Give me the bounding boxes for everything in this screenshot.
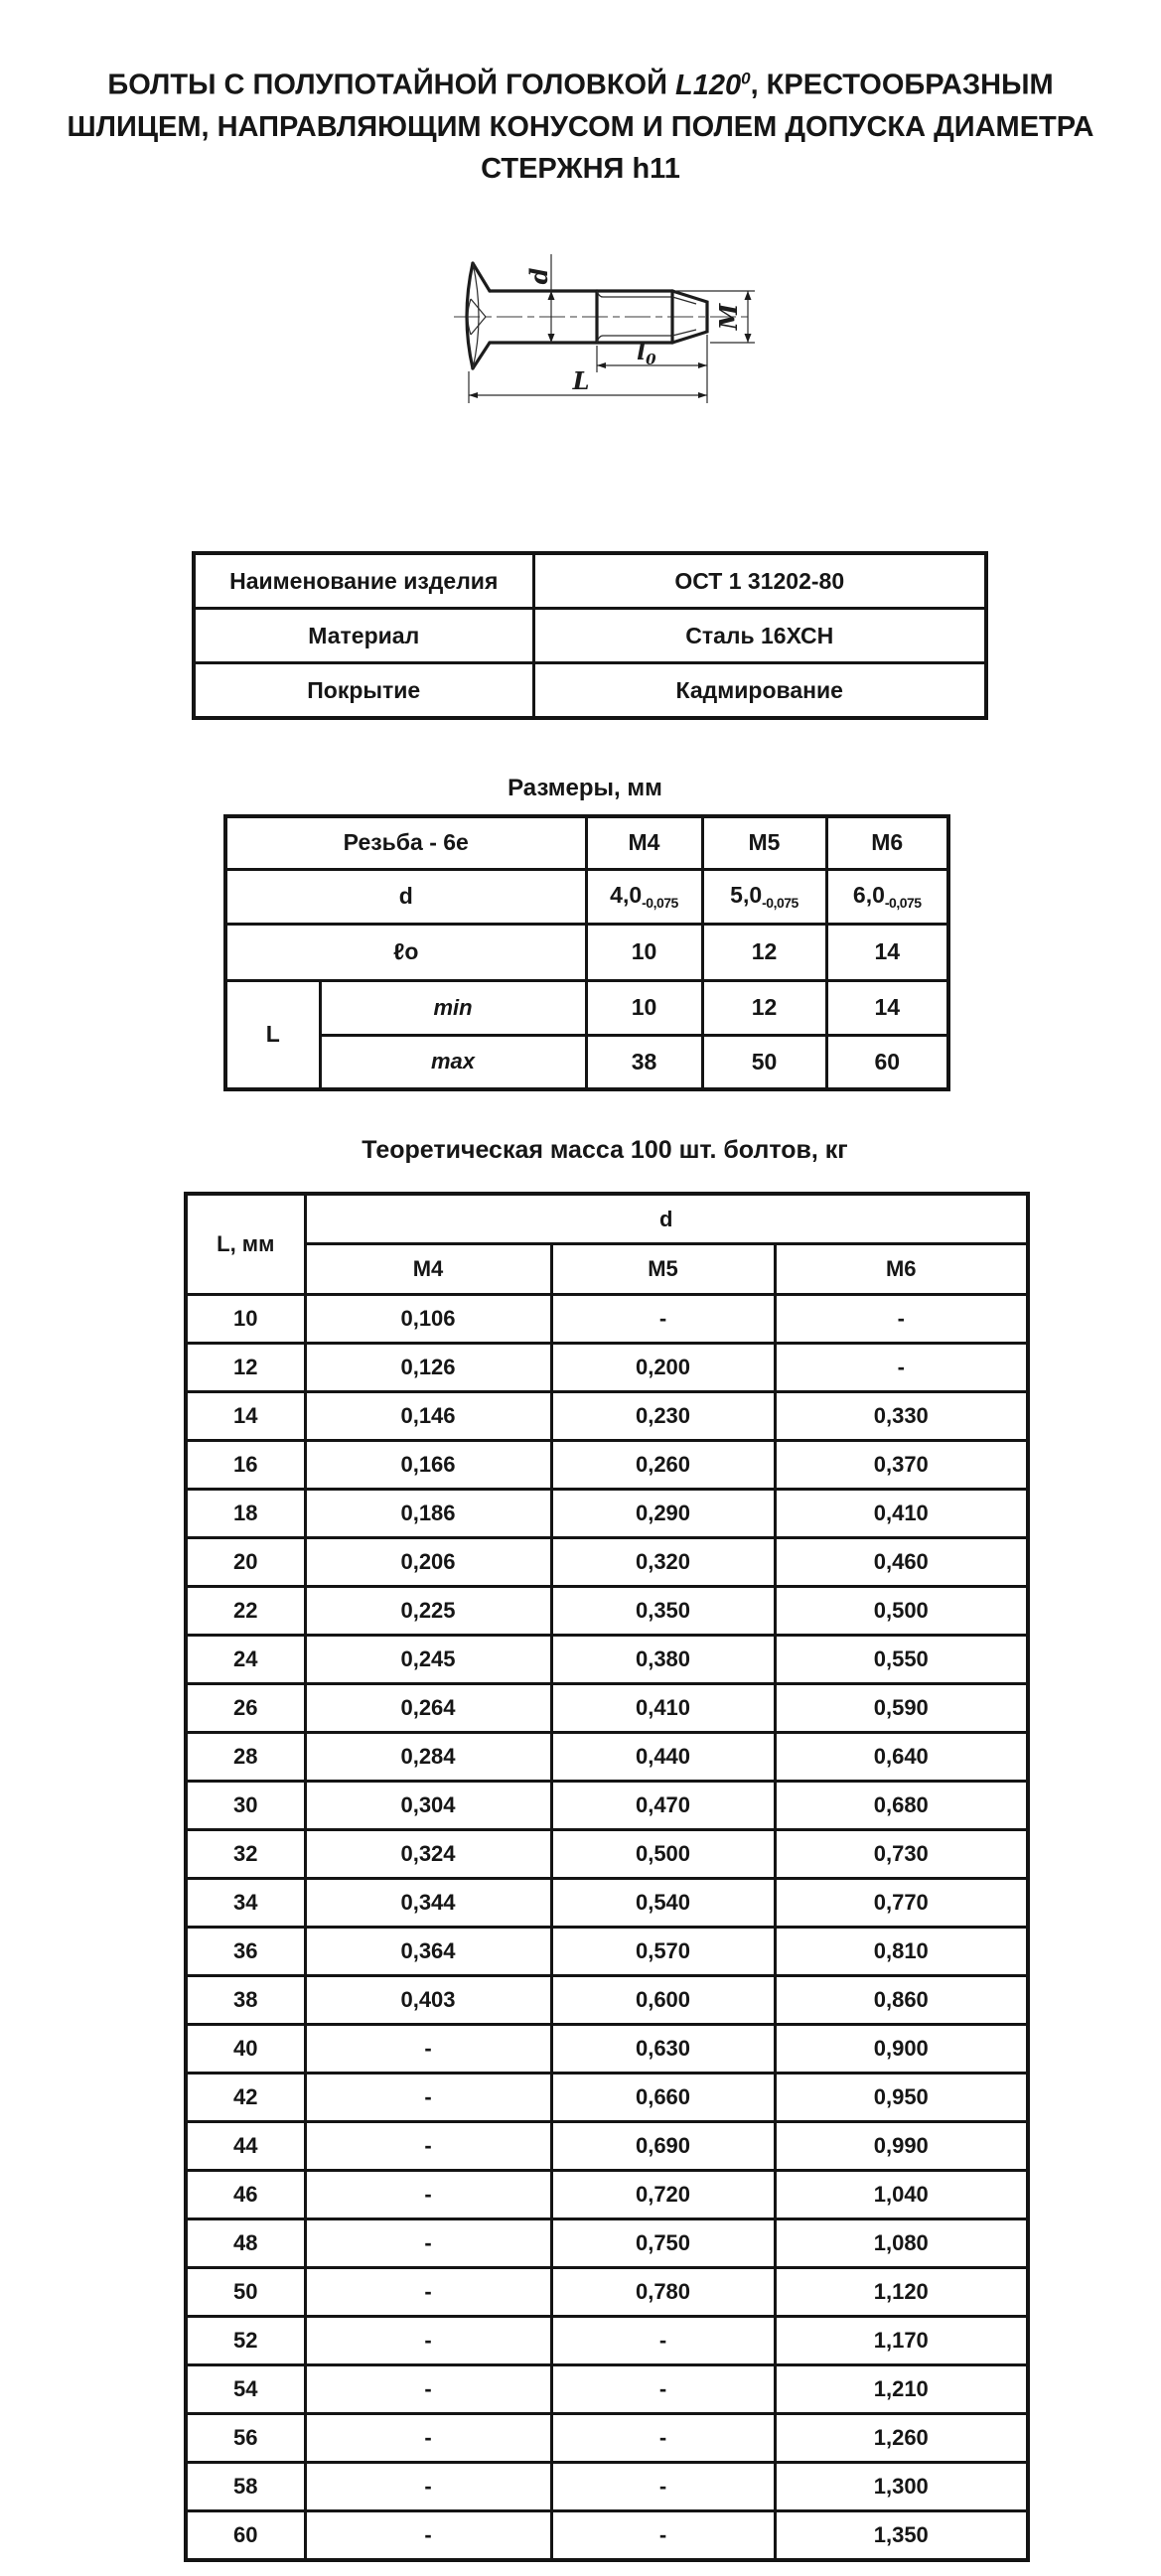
mass-table-row: [186, 2317, 1028, 2365]
diameter-group-header: d: [305, 1194, 1028, 1244]
mass-value: 0,750: [551, 2219, 775, 2268]
mass-row-length: 28: [186, 1733, 305, 1782]
mass-value: 0,770: [775, 1879, 1028, 1928]
mass-table-row: [186, 1879, 1028, 1928]
mass-value: 0,206: [305, 1538, 551, 1587]
mass-value: -: [775, 1344, 1028, 1392]
mass-table: [184, 1192, 1030, 2562]
info-value: Сталь 16ХСН: [533, 609, 986, 663]
mass-row-length: 34: [186, 1879, 305, 1928]
info-value: ОСТ 1 31202-80: [533, 553, 986, 609]
mass-value: 0,600: [551, 1976, 775, 2025]
m-arrow-down: [745, 334, 752, 343]
mass-value: 0,590: [775, 1684, 1028, 1733]
mass-value: 0,260: [551, 1441, 775, 1490]
mass-value: 0,304: [305, 1782, 551, 1830]
l0-row-label: ℓo: [225, 924, 586, 980]
info-row-material: [194, 609, 986, 663]
dim-row-L-max: [225, 1035, 948, 1089]
mass-table-row: [186, 1441, 1028, 1490]
page-title: [55, 58, 1106, 190]
mass-value: 0,290: [551, 1490, 775, 1538]
mass-value: 0,640: [775, 1733, 1028, 1782]
thread-label: Резьба - 6е: [225, 816, 586, 869]
max-label: max: [320, 1035, 586, 1089]
mass-value: 0,330: [775, 1392, 1028, 1441]
mass-value: 0,540: [551, 1879, 775, 1928]
mass-value: 0,690: [551, 2122, 775, 2171]
mass-value: 0,186: [305, 1490, 551, 1538]
mass-value: 0,264: [305, 1684, 551, 1733]
mass-table-row: [186, 2025, 1028, 2074]
mass-value: 0,200: [551, 1344, 775, 1392]
d-label: d: [524, 267, 553, 285]
min-value: 10: [586, 980, 702, 1035]
mass-table-row: [186, 1733, 1028, 1782]
thread-column-header: М5: [551, 1244, 775, 1295]
info-row-coating: [194, 663, 986, 719]
mass-value: -: [305, 2463, 551, 2511]
mass-value: 0,500: [775, 1587, 1028, 1636]
mass-row-length: 48: [186, 2219, 305, 2268]
mass-value: 1,350: [775, 2511, 1028, 2560]
info-label: Наименование изделия: [194, 553, 533, 609]
title-line-2: ШЛИЦЕМ, НАПРАВЛЯЮЩИМ КОНУСОМ И ПОЛЕМ ДОПУСКА ДИАМЕТРА: [67, 110, 1094, 143]
m-label: M: [714, 303, 743, 331]
mass-value: 1,120: [775, 2268, 1028, 2317]
mass-value: 0,320: [551, 1538, 775, 1587]
mass-value: -: [305, 2414, 551, 2463]
thread-size-col: М5: [702, 816, 826, 869]
m-arrow-up: [745, 291, 752, 300]
mass-value: -: [305, 2365, 551, 2414]
dim-row-l0: [225, 924, 948, 980]
mass-value: -: [551, 2317, 775, 2365]
mass-value: 0,460: [775, 1538, 1028, 1587]
mass-value: -: [305, 2025, 551, 2074]
mass-table-row: [186, 1636, 1028, 1684]
mass-value: 0,225: [305, 1587, 551, 1636]
mass-value: 0,245: [305, 1636, 551, 1684]
mass-table-row: [186, 1344, 1028, 1392]
mass-row-length: 16: [186, 1441, 305, 1490]
mass-row-length: 38: [186, 1976, 305, 2025]
l0-arrow-right: [698, 362, 707, 368]
dim-row-d: [225, 869, 948, 924]
mass-value: 1,300: [775, 2463, 1028, 2511]
mass-table-row: [186, 2122, 1028, 2171]
mass-row-length: 20: [186, 1538, 305, 1587]
mass-value: 0,660: [551, 2074, 775, 2122]
title-line-3: СТЕРЖНЯ h11: [481, 152, 680, 185]
mass-value: -: [775, 1295, 1028, 1344]
L-arrow-right: [698, 392, 707, 398]
max-value: 50: [702, 1035, 826, 1089]
info-label: Покрытие: [194, 663, 533, 719]
mass-header-row-2: [186, 1244, 1028, 1295]
mass-value: 0,900: [775, 2025, 1028, 2074]
mass-table-row: [186, 1782, 1028, 1830]
mass-value: 0,146: [305, 1392, 551, 1441]
mass-table-row: [186, 2268, 1028, 2317]
mass-table-row: [186, 1830, 1028, 1879]
mass-table-row: [186, 2414, 1028, 2463]
mass-table-row: [186, 1490, 1028, 1538]
mass-value: 0,364: [305, 1928, 551, 1976]
mass-row-length: 40: [186, 2025, 305, 2074]
mass-row-length: 54: [186, 2365, 305, 2414]
bolt-technical-drawing: [452, 246, 770, 413]
mass-value: 0,403: [305, 1976, 551, 2025]
mass-table-row: [186, 1684, 1028, 1733]
dim-row-thread: [225, 816, 948, 869]
thread-column-header: М6: [775, 1244, 1028, 1295]
mass-value: 1,080: [775, 2219, 1028, 2268]
length-label: L: [225, 980, 320, 1089]
mass-value: -: [551, 1295, 775, 1344]
dimensions-caption: Размеры, мм: [508, 775, 662, 801]
mass-row-length: 46: [186, 2171, 305, 2219]
mass-row-length: 30: [186, 1782, 305, 1830]
max-value: 38: [586, 1035, 702, 1089]
d-value: $5,0_{-0,075}$: [702, 869, 826, 924]
mass-value: 0,720: [551, 2171, 775, 2219]
thread-size-col: М4: [586, 816, 702, 869]
mass-table-row: [186, 1538, 1028, 1587]
L-arrow-left: [469, 392, 478, 398]
mass-value: 0,990: [775, 2122, 1028, 2171]
title-angle: $L120^0$: [674, 69, 751, 101]
mass-value: -: [305, 2074, 551, 2122]
mass-value: 0,370: [775, 1441, 1028, 1490]
mass-value: 1,040: [775, 2171, 1028, 2219]
mass-row-length: 12: [186, 1344, 305, 1392]
mass-value: 0,350: [551, 1587, 775, 1636]
mass-value: 0,550: [775, 1636, 1028, 1684]
mass-row-length: 60: [186, 2511, 305, 2560]
dim-row-L-min: [225, 980, 948, 1035]
dimensions-table: [223, 814, 950, 1091]
info-label: Материал: [194, 609, 533, 663]
mass-table-row: [186, 2365, 1028, 2414]
thread-size-col: М6: [826, 816, 948, 869]
mass-row-length: 56: [186, 2414, 305, 2463]
mass-value: 0,470: [551, 1782, 775, 1830]
mass-value: -: [305, 2268, 551, 2317]
mass-row-length: 24: [186, 1636, 305, 1684]
mass-value: -: [305, 2219, 551, 2268]
length-column-header: L, мм: [186, 1194, 305, 1295]
mass-value: 1,210: [775, 2365, 1028, 2414]
mass-value: -: [551, 2463, 775, 2511]
mass-value: 0,630: [551, 2025, 775, 2074]
mass-row-length: 10: [186, 1295, 305, 1344]
mass-table-body: [186, 1295, 1028, 2560]
mass-row-length: 14: [186, 1392, 305, 1441]
mass-row-length: 52: [186, 2317, 305, 2365]
mass-row-length: 50: [186, 2268, 305, 2317]
mass-row-length: 26: [186, 1684, 305, 1733]
mass-value: 0,344: [305, 1879, 551, 1928]
mass-row-length: 58: [186, 2463, 305, 2511]
mass-table-row: [186, 1392, 1028, 1441]
mass-table-row: [186, 2511, 1028, 2560]
mass-value: 0,324: [305, 1830, 551, 1879]
mass-value: 0,780: [551, 2268, 775, 2317]
mass-value: -: [305, 2317, 551, 2365]
mass-value: 0,950: [775, 2074, 1028, 2122]
mass-row-length: 42: [186, 2074, 305, 2122]
mass-table-row: [186, 2074, 1028, 2122]
mass-value: 0,680: [775, 1782, 1028, 1830]
l0-value: 12: [702, 924, 826, 980]
mass-value: 0,380: [551, 1636, 775, 1684]
mass-value: -: [305, 2171, 551, 2219]
l0-arrow-left: [597, 362, 606, 368]
mass-row-length: 36: [186, 1928, 305, 1976]
l0-value: 14: [826, 924, 948, 980]
title-line-1: БОЛТЫ С ПОЛУПОТАЙНОЙ ГОЛОВКОЙ $L120^0$, КРЕСТООБРАЗНЫМ: [107, 69, 1054, 101]
d-value: $6,0_{-0,075}$: [826, 869, 948, 924]
info-row-name: [194, 553, 986, 609]
product-info-table: [192, 551, 988, 720]
mass-table-row: [186, 2463, 1028, 2511]
min-value: 14: [826, 980, 948, 1035]
mass-value: 0,440: [551, 1733, 775, 1782]
mass-table-row: [186, 1928, 1028, 1976]
mass-value: 0,166: [305, 1441, 551, 1490]
mass-value: 0,570: [551, 1928, 775, 1976]
mass-table-caption: Теоретическая масса 100 шт. болтов, кг: [362, 1136, 848, 1164]
mass-value: -: [305, 2511, 551, 2560]
mass-value: 0,860: [775, 1976, 1028, 2025]
l0-extension-lines: [597, 335, 707, 403]
thread-column-header: М4: [305, 1244, 551, 1295]
l0-value: 10: [586, 924, 702, 980]
mass-value: -: [551, 2511, 775, 2560]
mass-row-length: 44: [186, 2122, 305, 2171]
mass-value: 0,106: [305, 1295, 551, 1344]
min-value: 12: [702, 980, 826, 1035]
mass-header-row-1: [186, 1194, 1028, 1244]
mass-table-row: [186, 1295, 1028, 1344]
mass-table-row: [186, 1587, 1028, 1636]
mass-row-length: 22: [186, 1587, 305, 1636]
mass-value: 0,810: [775, 1928, 1028, 1976]
mass-value: 0,126: [305, 1344, 551, 1392]
mass-value: 0,500: [551, 1830, 775, 1879]
L-label: L: [572, 366, 590, 395]
mass-value: -: [551, 2365, 775, 2414]
mass-value: -: [551, 2414, 775, 2463]
mass-value: 0,410: [551, 1684, 775, 1733]
mass-value: -: [305, 2122, 551, 2171]
d-value: $4,0_{-0,075}$: [586, 869, 702, 924]
max-value: 60: [826, 1035, 948, 1089]
d-row-label: d: [225, 869, 586, 924]
mass-row-length: 18: [186, 1490, 305, 1538]
mass-table-row: [186, 1976, 1028, 2025]
mass-table-row: [186, 2171, 1028, 2219]
mass-value: 1,260: [775, 2414, 1028, 2463]
mass-table-row: [186, 2219, 1028, 2268]
l0-label: $l_0$: [637, 337, 656, 368]
mass-value: 0,230: [551, 1392, 775, 1441]
mass-value: 0,410: [775, 1490, 1028, 1538]
mass-value: 0,730: [775, 1830, 1028, 1879]
mass-value: 0,284: [305, 1733, 551, 1782]
mass-row-length: 32: [186, 1830, 305, 1879]
min-label: min: [320, 980, 586, 1035]
bolt-head-crown: [473, 263, 479, 368]
mass-value: 1,170: [775, 2317, 1028, 2365]
info-value: Кадмирование: [533, 663, 986, 719]
